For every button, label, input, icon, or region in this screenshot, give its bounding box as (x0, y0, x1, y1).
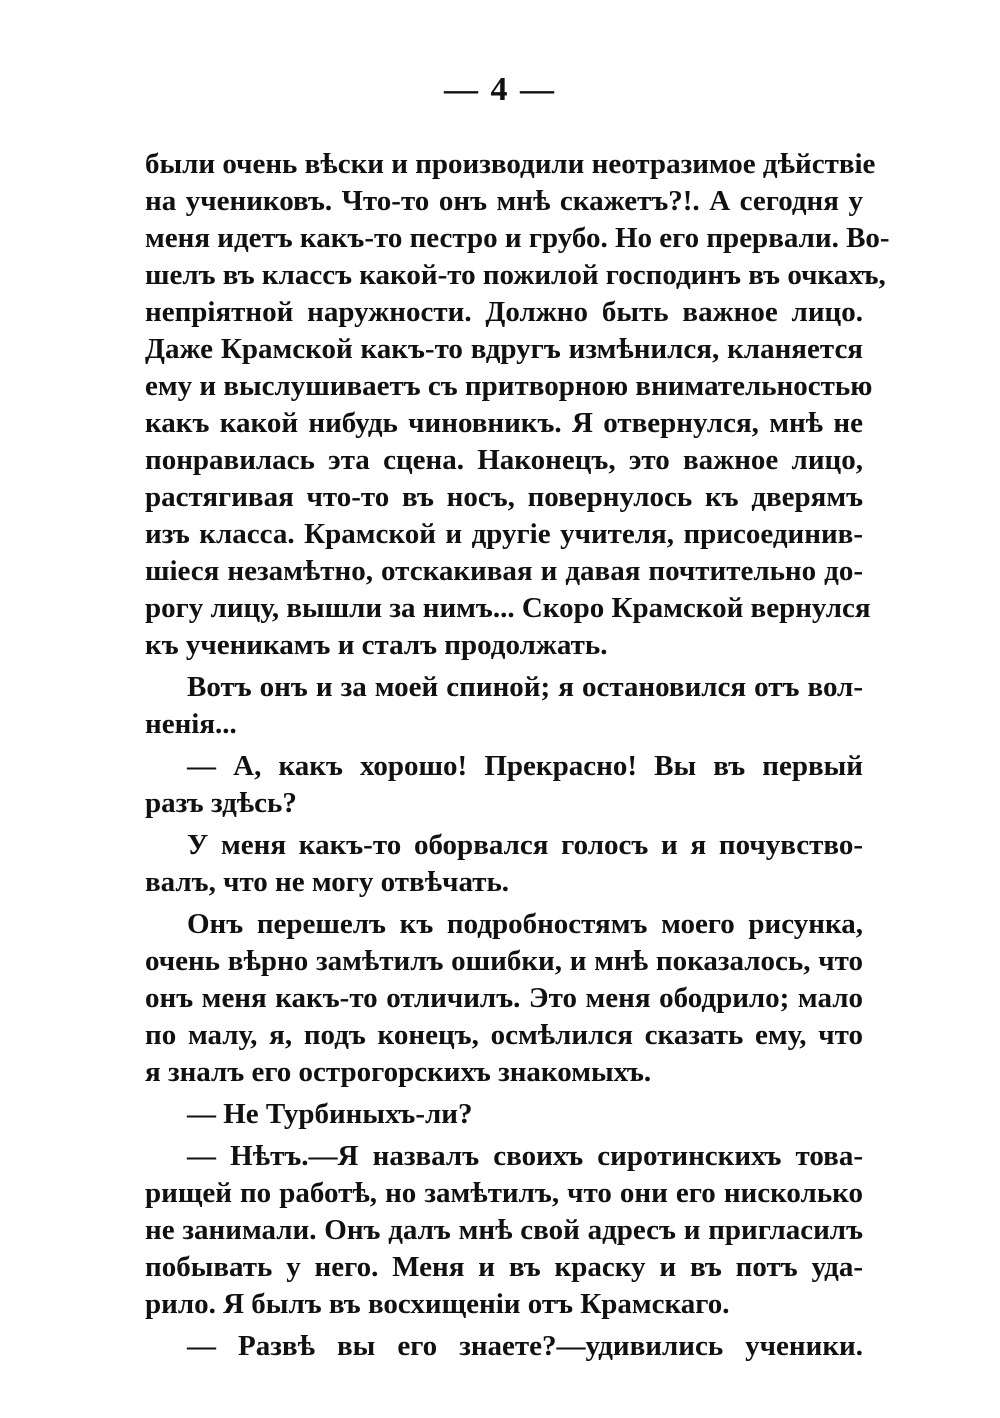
text-line: рищей по работѣ, но замѣтилъ, что они его нисколько (145, 1177, 863, 1209)
text-line: какъ какой нибудь чиновникъ. Я отвернулся, мнѣ не (145, 407, 863, 439)
text-line: непріятной наружности. Должно быть важное лицо. (145, 296, 863, 328)
paragraph-first-line: У меня какъ-то оборвался голосъ и я почувство- (187, 829, 863, 861)
text-line: на учениковъ. Что-то онъ мнѣ скажетъ?!. А сегодня у (145, 185, 863, 217)
text-line: онъ меня какъ-то отличилъ. Это меня ободрило; мало (145, 982, 863, 1014)
paragraph-first-line: Вотъ онъ и за моей спиной; я остановился отъ вол- (187, 671, 863, 703)
text-line: шелъ въ классъ какой-то пожилой господинъ въ очкахъ, (145, 259, 886, 291)
page-number: — 4 — (444, 71, 556, 108)
text-line: по малу, я, подъ конецъ, осмѣлился сказать ему, что (145, 1019, 863, 1051)
text-line: рило. Я былъ въ восхищеніи отъ Крамскаго. (145, 1288, 730, 1320)
paragraph-first-line: Онъ перешелъ къ подробностямъ моего рисунка, (187, 908, 863, 940)
text-line: изъ класса. Крамской и другіе учителя, присоединив- (145, 518, 863, 550)
text-line: Даже Крамской какъ-то вдругъ измѣнился, кланяется (145, 333, 863, 365)
text-line: шіеся незамѣтно, отскакивая и давая почтительно до- (145, 555, 863, 587)
dialogue-line: — Развѣ вы его знаете?—удивились ученики. (187, 1330, 863, 1362)
text-line: были очень вѣски и производили неотразимое дѣйствіе (145, 148, 876, 180)
dialogue-line: — Нѣтъ.—Я назвалъ своихъ сиротинскихъ това- (187, 1140, 863, 1172)
text-line: рогу лицу, вышли за нимъ... Скоро Крамской вернулся (145, 592, 871, 624)
body-text (145, 146, 890, 1365)
text-line: валъ, что не могу отвѣчать. (145, 866, 510, 898)
text-line: къ ученикамъ и сталъ продолжать. (145, 629, 608, 661)
dialogue-line: — Не Турбиныхъ-ли? (187, 1098, 473, 1130)
text-line: меня идетъ какъ-то пестро и грубо. Но его прервали. Во- (145, 222, 890, 254)
text-line: ненія... (145, 708, 237, 740)
text-line: не занимали. Онъ далъ мнѣ свой адресъ и пригласилъ (145, 1214, 863, 1246)
dialogue-line: — А, какъ хорошо! Прекрасно! Вы въ первый (187, 750, 863, 782)
text-line: очень вѣрно замѣтилъ ошибки, и мнѣ показалось, что (145, 945, 863, 977)
text-line: побывать у него. Меня и въ краску и въ потъ уда- (145, 1251, 863, 1283)
text-line: понравилась эта сцена. Наконецъ, это важное лицо, (145, 444, 863, 476)
text-line: я зналъ его острогорскихъ знакомыхъ. (145, 1056, 652, 1088)
text-line: ему и выслушиваетъ съ притворною внимательностью (145, 370, 873, 402)
text-line: разъ здѣсь? (145, 787, 297, 819)
text-line: растягивая что-то въ носъ, повернулось къ дверямъ (145, 481, 863, 513)
